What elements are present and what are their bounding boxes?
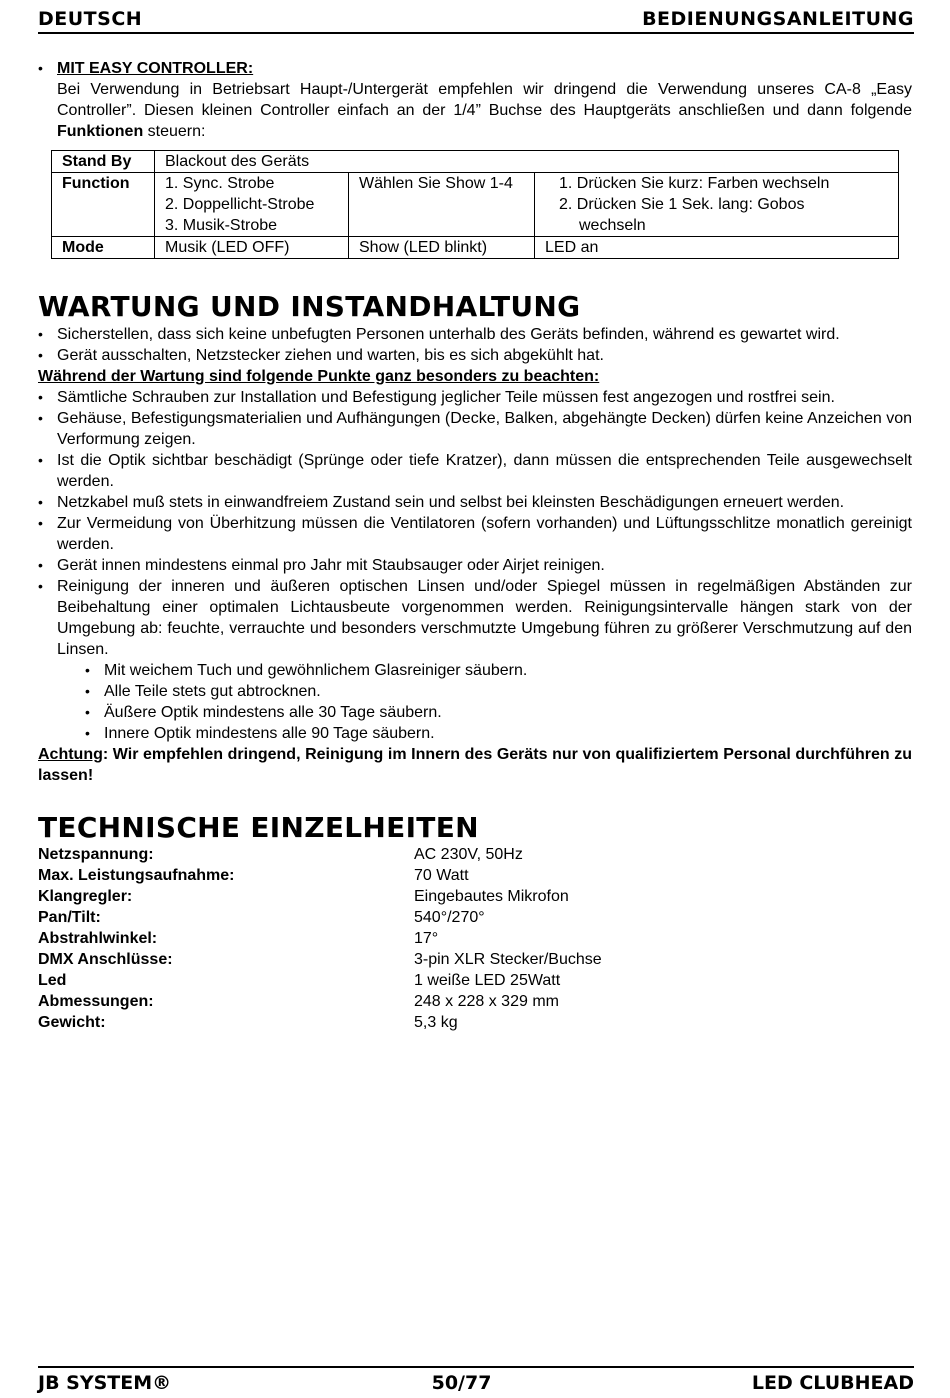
footer-brand: JB SYSTEM® <box>38 1371 172 1394</box>
list-item: • Sicherstellen, dass sich keine unbefugten Personen unterhalb des Geräts befinden, während es gewartet wird. <box>38 324 912 345</box>
sub-list-item: • Innere Optik mindestens alle 90 Tage säubern. <box>85 723 912 744</box>
function-button-actions: 1. Drücken Sie kurz: Farben wechseln 2. Drücken Sie 1 Sek. lang: Gobos wechseln <box>535 173 899 237</box>
controller-table <box>51 150 899 259</box>
footer-product: LED CLUBHEAD <box>751 1371 914 1394</box>
spec-row: Klangregler: Eingebautes Mikrofon <box>38 888 569 905</box>
list-item: • Gerät innen mindestens einmal pro Jahr mit Staubsauger oder Airjet reinigen. <box>38 555 912 576</box>
mode-value-music: Musik (LED OFF) <box>155 237 349 259</box>
warning-text: : Wir empfehlen dringend, Reinigung im Innern des Geräts nur von qualifiziertem Personal durchführen zu lassen! <box>38 746 912 784</box>
page-content <box>38 58 912 1033</box>
list-item: • Reinigung der inneren und äußeren optischen Linsen und/oder Spiegel müssen in regelmäßigen Abständen zur Beibehaltung einer optimalen Lichtausbeute vorgenommen werden. Reinigungsintervalle hängen stark von der Umgebung ab: feuchte, verrauchte und besonders verschmutzte Umgebung führen zu größerer Verschmutzung auf den Linsen. <box>38 576 912 660</box>
table-row-function <box>52 173 899 237</box>
spec-row: DMX Anschlüsse: 3-pin XLR Stecker/Buchse <box>38 951 602 968</box>
list-item: • Zur Vermeidung von Überhitzung müssen die Ventilatoren (sofern vorhanden) und Lüftungsschlitze monatlich gereinigt werden. <box>38 513 912 555</box>
specs-table <box>38 844 912 1033</box>
page-number: 50/77 <box>431 1371 492 1394</box>
list-item: • Ist die Optik sichtbar beschädigt (Sprünge oder tiefe Kratzer), dann müssen die entsprechenden Teile ausgewechselt werden. <box>38 450 912 492</box>
table-row-standby <box>52 151 899 173</box>
easy-controller-item <box>38 58 912 79</box>
header-language: DEUTSCH <box>38 8 143 30</box>
header-doc-type: BEDIENUNGSANLEITUNG <box>642 8 914 30</box>
specs-title: TECHNISCHE EINZELHEITEN <box>38 811 479 844</box>
spec-row: Max. Leistungsaufnahme: 70 Watt <box>38 867 469 884</box>
maintenance-title: WARTUNG UND INSTANDHALTUNG <box>38 290 581 323</box>
spec-row: Pan/Tilt: 540°/270° <box>38 909 485 926</box>
function-strobe-list: 1. Sync. Strobe 2. Doppellicht-Strobe 3. Musik-Strobe <box>155 173 349 237</box>
list-item: • Sämtliche Schrauben zur Installation und Befestigung jeglicher Teile müssen fest angezogen und rostfrei sein. <box>38 387 912 408</box>
list-item: • Gerät ausschalten, Netzstecker ziehen und warten, bis es sich abgekühlt hat. <box>38 345 912 366</box>
maintenance-subheading: Während der Wartung sind folgende Punkte ganz besonders zu beachten: <box>38 368 600 385</box>
list-item: • Netzkabel muß stets in einwandfreiem Zustand sein und selbst bei kleinsten Beschädigungen erneuert werden. <box>38 492 912 513</box>
maintenance-list <box>38 387 912 744</box>
sub-list-item: • Mit weichem Tuch und gewöhnlichem Glasreiniger säubern. <box>85 660 912 681</box>
maintenance-intro-list <box>38 324 912 366</box>
mode-label: Mode <box>52 237 155 259</box>
function-show-select: Wählen Sie Show 1-4 <box>349 173 535 237</box>
sub-list-item: • Alle Teile stets gut abtrocknen. <box>85 681 912 702</box>
spec-row: Gewicht: 5,3 kg <box>38 1014 458 1031</box>
warning-label: Achtung <box>38 746 103 763</box>
standby-label: Stand By <box>52 151 155 173</box>
standby-value: Blackout des Geräts <box>155 151 899 173</box>
warning-note <box>38 744 912 786</box>
page-header <box>38 2 914 34</box>
spec-row: Abstrahlwinkel: 17° <box>38 930 439 947</box>
spec-row: Netzspannung: AC 230V, 50Hz <box>38 846 523 863</box>
easy-controller-text: Bei Verwendung in Betriebsart Haupt-/Untergerät empfehlen wir dringend die Verwendung unseres CA-8 „Easy Controller”. Diesen kleinen Controller einfach an der 1/4” Buchse des Hauptgeräts anschließen und dann folgende Funktionen steuern: <box>57 81 912 140</box>
sub-list-item: • Äußere Optik mindestens alle 30 Tage säubern. <box>85 702 912 723</box>
mode-value-show: Show (LED blinkt) <box>349 237 535 259</box>
function-label: Function <box>52 173 155 237</box>
list-item: • Gehäuse, Befestigungsmaterialien und Aufhängungen (Decke, Balken, abgehängte Decken) dürfen keine Anzeichen von Verformung zeigen. <box>38 408 912 450</box>
mode-value-led: LED an <box>535 237 899 259</box>
easy-controller-section <box>38 58 912 79</box>
spec-row: Abmessungen: 248 x 228 x 329 mm <box>38 993 559 1010</box>
page-footer <box>38 1366 914 1398</box>
spec-row: Led 1 weiße LED 25Watt <box>38 972 561 989</box>
easy-controller-title: MIT EASY CONTROLLER: <box>57 60 254 77</box>
table-row-mode <box>52 237 899 259</box>
